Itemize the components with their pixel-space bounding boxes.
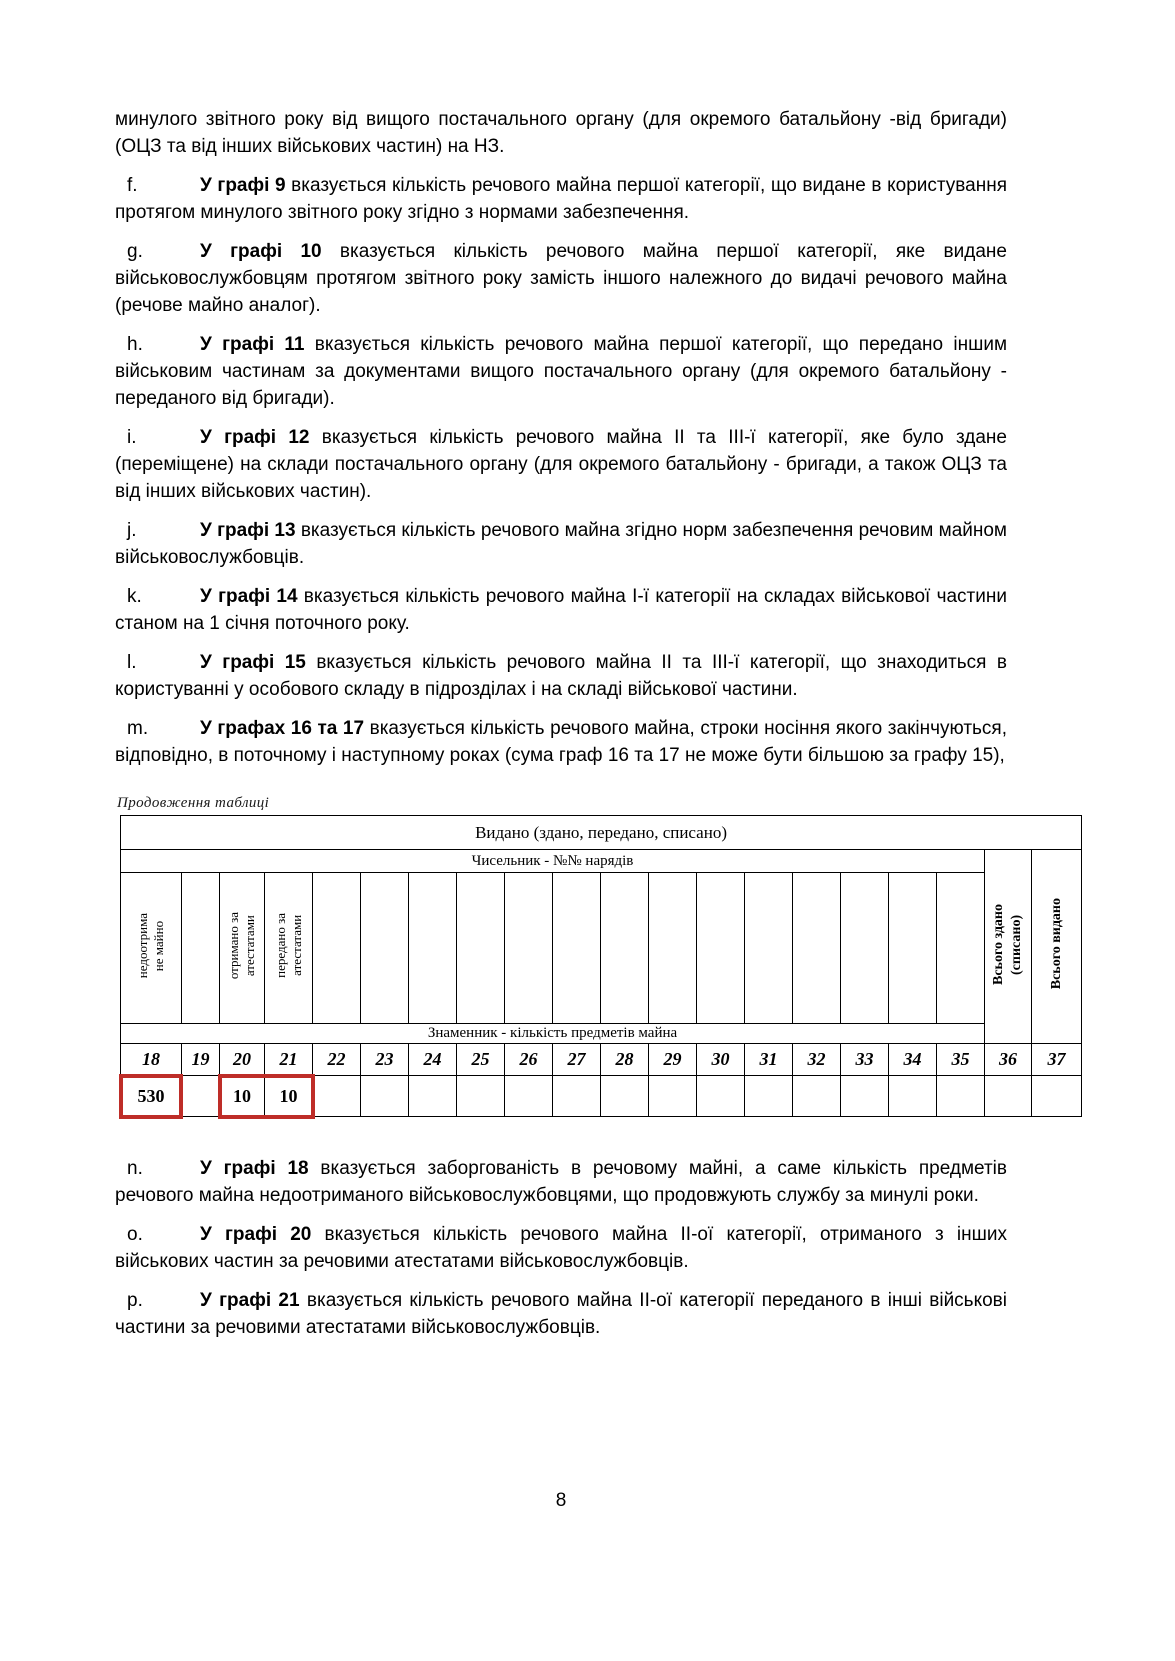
column-number: 32 <box>793 1044 841 1076</box>
paragraph-text: вказується кількість речового майна II-ої категорії, отриманого з інших військових частин за речовими атестатами військовослужбовців. <box>115 1224 1007 1272</box>
paragraph-text: вказується кількість речового майна II та III-ї категорії, що знаходиться в користуванні у особового складу в підрозділах і на складі військової частини. <box>115 652 1007 700</box>
empty-header-cell <box>937 873 985 1024</box>
value-530: 530 <box>137 1085 165 1106</box>
column-number: 28 <box>601 1044 649 1076</box>
table-header-numerator: Чисельник - №№ нарядів <box>121 850 985 873</box>
page-number: 8 <box>555 1490 567 1511</box>
paragraph-label: k. <box>127 586 142 607</box>
vertical-label-line: атестатами <box>288 914 304 977</box>
data-cell-col18 <box>121 1076 182 1117</box>
paragraph-label: h. <box>127 334 143 355</box>
empty-header-cell <box>601 873 649 1024</box>
empty-header-cell <box>457 873 505 1024</box>
paragraph-l <box>115 649 1007 703</box>
paragraph-o <box>115 1221 1007 1275</box>
empty-header-cell <box>361 873 409 1024</box>
column-number: 37 <box>1032 1044 1082 1076</box>
data-cell <box>937 1076 985 1117</box>
column-number: 33 <box>841 1044 889 1076</box>
table-header-denominator: Знаменник - кількість предметів майна <box>121 1024 985 1044</box>
column-number: 18 <box>121 1044 182 1076</box>
paragraph-label: g. <box>127 241 143 262</box>
paragraph-g <box>115 238 1007 319</box>
column-header-received-by-certificates <box>220 873 265 1024</box>
data-cell <box>841 1076 889 1117</box>
table-caption: Продовження таблиці <box>117 795 270 811</box>
data-cell <box>409 1076 457 1117</box>
vertical-label-line: Всього здано <box>991 903 1006 985</box>
paragraph-i <box>115 424 1007 505</box>
data-cell <box>745 1076 793 1117</box>
paragraph-label: i. <box>127 427 137 448</box>
intro-text: минулого звітного року від вищого постачального органу (для окремого батальйону -від бригади) (ОЦЗ та від інших військових частин) на НЗ. <box>115 109 1007 157</box>
paragraph-label: l. <box>127 652 137 673</box>
paragraph-text: вказується кількість речового майна II-ої категорії переданого в інші військові частини за речовими атестатами військовослужбовців. <box>115 1290 1007 1338</box>
data-cell <box>1032 1076 1082 1117</box>
column-number: 36 <box>985 1044 1032 1076</box>
vertical-label-line: недоотрима <box>135 912 150 979</box>
empty-header-cell <box>505 873 553 1024</box>
paragraph-lead: У графі 20 <box>200 1224 312 1245</box>
empty-header-cell <box>889 873 937 1024</box>
column-number: 20 <box>220 1044 265 1076</box>
paragraph-text: вказується кількість речового майна першої категорії, яке видане військовослужбовцям протягом звітного року замість іншого належного до видачі речового майна (речове майно аналог). <box>115 241 1007 316</box>
value-10: 10 <box>279 1085 298 1106</box>
paragraph-lead: У графі 11 <box>200 334 305 355</box>
paragraph-lead: У графі 14 <box>200 586 298 607</box>
paragraph-h <box>115 331 1007 412</box>
paragraph-lead: У графі 15 <box>200 652 306 673</box>
paragraph-f <box>115 172 1007 226</box>
column-header-transferred-by-certificates <box>265 873 313 1024</box>
data-cell <box>601 1076 649 1117</box>
property-issued-table <box>120 815 1082 1117</box>
empty-header-cell <box>182 873 220 1024</box>
empty-header-cell <box>697 873 745 1024</box>
column-number: 35 <box>937 1044 985 1076</box>
paragraph-intro <box>115 106 1007 160</box>
column-number: 21 <box>265 1044 313 1076</box>
paragraph-p <box>115 1287 1007 1341</box>
paragraph-label: n. <box>127 1158 143 1179</box>
vertical-label-line: не майно <box>151 920 166 971</box>
paragraph-label: j. <box>127 520 137 541</box>
column-number: 19 <box>182 1044 220 1076</box>
data-cell-col21 <box>265 1076 313 1117</box>
column-number: 22 <box>313 1044 361 1076</box>
empty-header-cell <box>745 873 793 1024</box>
vertical-label-line: (списано) <box>1009 913 1024 975</box>
paragraph-lead: У графі 21 <box>200 1290 300 1311</box>
table-header-issued: Видано (здано, передано, списано) <box>121 816 1082 850</box>
data-cell <box>553 1076 601 1117</box>
column-number: 34 <box>889 1044 937 1076</box>
paragraph-n <box>115 1155 1007 1209</box>
data-cell <box>313 1076 361 1117</box>
paragraph-lead: У графі 10 <box>200 241 322 262</box>
column-number: 31 <box>745 1044 793 1076</box>
column-number: 30 <box>697 1044 745 1076</box>
column-number: 25 <box>457 1044 505 1076</box>
paragraph-m <box>115 715 1007 769</box>
paragraph-text: вказується заборгованість в речовому майні, а саме кількість предметів речового майна недоотриманого військовослужбовцями, що продовжують службу за минулі роки. <box>115 1158 1007 1206</box>
paragraph-lead: У графі 12 <box>200 427 310 448</box>
paragraph-lead: У графах 16 та 17 <box>200 718 365 739</box>
data-cell <box>182 1076 220 1117</box>
empty-header-cell <box>409 873 457 1024</box>
data-cell <box>793 1076 841 1117</box>
paragraph-j <box>115 517 1007 571</box>
empty-header-cell <box>649 873 697 1024</box>
data-cell <box>649 1076 697 1117</box>
vertical-label-line: Всього видано <box>1048 898 1064 990</box>
paragraph-label: p. <box>127 1290 143 1311</box>
column-header-total-handed <box>985 850 1032 1044</box>
paragraph-label: m. <box>127 718 149 739</box>
vertical-label-line: передано за <box>272 913 288 978</box>
data-cell <box>505 1076 553 1117</box>
vertical-label-line: атестатами <box>242 914 257 977</box>
data-cell <box>985 1076 1032 1117</box>
paragraph-text: вказується кількість речового майна I-ї категорії на складах військової частини станом на 1 січня поточного року. <box>115 586 1007 634</box>
data-cell <box>889 1076 937 1117</box>
column-number: 29 <box>649 1044 697 1076</box>
vertical-label-line: отримано за <box>226 911 241 980</box>
column-number: 23 <box>361 1044 409 1076</box>
column-number: 27 <box>553 1044 601 1076</box>
paragraph-text: вказується кількість речового майна першої категорії, що передано іншим військовим частинам за документами вищого постачального органу (для окремого батальйону - переданого від бригади). <box>115 334 1008 409</box>
data-cell <box>697 1076 745 1117</box>
paragraph-text: вказується кількість речового майна, строки носіння якого закінчуються, відповідно, в поточному і наступному роках (сума граф 16 та 17 не може бути більшою за графу 15), <box>115 718 1007 766</box>
column-header-total-issued <box>1032 850 1082 1044</box>
column-number: 24 <box>409 1044 457 1076</box>
column-header-not-received <box>121 873 182 1024</box>
data-cell <box>457 1076 505 1117</box>
data-cell <box>361 1076 409 1117</box>
empty-header-cell <box>793 873 841 1024</box>
paragraph-lead: У графі 18 <box>200 1158 309 1179</box>
empty-header-cell <box>841 873 889 1024</box>
column-number: 26 <box>505 1044 553 1076</box>
paragraph-k <box>115 583 1007 637</box>
value-10: 10 <box>233 1085 251 1106</box>
data-cell-col20 <box>220 1076 265 1117</box>
paragraph-text: вказується кількість речового майна II та III-ї категорії, яке було здане (переміщене) на склади постачального органу (для окремого батальйону - бригади, а також ОЦЗ та від інших військових частин). <box>115 427 1007 502</box>
paragraph-lead: У графі 13 <box>200 520 296 541</box>
paragraph-label: f. <box>127 175 138 196</box>
paragraph-lead: У графі 9 <box>200 175 286 196</box>
paragraph-text: вказується кількість речового майна першої категорії, що видане в користування протягом минулого звітного року згідно з нормами забезпечення. <box>115 175 1008 223</box>
empty-header-cell <box>313 873 361 1024</box>
paragraph-label: o. <box>127 1224 143 1245</box>
paragraph-text: вказується кількість речового майна згідно норм забезпечення речовим майном військовослужбовців. <box>115 520 1007 568</box>
empty-header-cell <box>553 873 601 1024</box>
